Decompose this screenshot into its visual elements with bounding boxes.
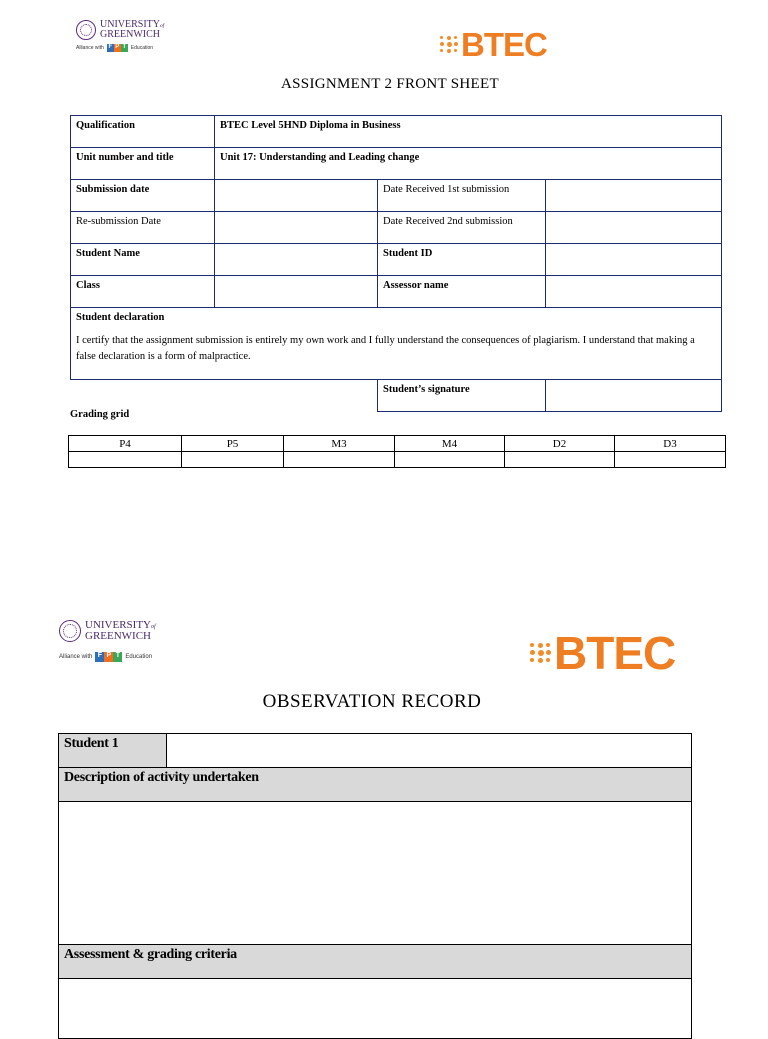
- greenwich-wordmark-2: [59, 620, 156, 642]
- table-row: [71, 276, 722, 308]
- table-row: [71, 212, 722, 244]
- btec-word-2: BTEC: [554, 627, 676, 679]
- student-1-field[interactable]: [167, 734, 692, 768]
- alliance-suffix-2: Education: [125, 654, 153, 660]
- signature-field[interactable]: [546, 380, 722, 412]
- grade-header-m4: M4: [395, 436, 505, 452]
- observation-title: OBSERVATION RECORD: [262, 691, 482, 712]
- date-received-2-label: Date Received 2nd submission: [378, 212, 546, 244]
- date-received-1-field[interactable]: [546, 180, 722, 212]
- btec-word: BTEC: [461, 26, 547, 63]
- greenwich-word: GREENWICH: [100, 29, 160, 40]
- table-row: [59, 768, 692, 802]
- university-word-2: UNIVERSITY: [85, 619, 151, 631]
- university-word: UNIVERSITY: [100, 19, 160, 30]
- fpt-logo-icon: [107, 44, 128, 52]
- greenwich-seal-icon: [59, 620, 81, 642]
- grade-header-d3: D3: [615, 436, 726, 452]
- qualification-label: Qualification: [71, 116, 215, 148]
- unit-value: Unit 17: Understanding and Leading change: [215, 148, 722, 180]
- student-id-field[interactable]: [546, 244, 722, 276]
- fpt-logo-icon: [95, 652, 122, 662]
- grading-value-row: [69, 452, 726, 468]
- description-field[interactable]: [59, 802, 692, 945]
- student-id-label: Student ID: [378, 244, 546, 276]
- greenwich-seal-icon: [76, 20, 96, 40]
- table-row: [59, 734, 692, 768]
- btec-dots-icon: [440, 36, 459, 53]
- greenwich-logo-2: [59, 620, 156, 662]
- fpt-letter-t: T: [122, 44, 127, 50]
- grade-header-d2: D2: [505, 436, 615, 452]
- fpt-letter-p: P: [104, 652, 113, 662]
- signature-spacer: [71, 380, 378, 412]
- declaration-title: Student declaration: [76, 312, 165, 323]
- table-row: [59, 802, 692, 945]
- grade-cell-m4[interactable]: [395, 452, 505, 468]
- observation-table: [58, 733, 692, 1039]
- grade-header-p4: P4: [69, 436, 182, 452]
- university-of-2: of: [151, 624, 156, 630]
- fpt-alliance-2: [59, 652, 156, 662]
- grade-cell-d3[interactable]: [615, 452, 726, 468]
- page-title: ASSIGNMENT 2 FRONT SHEET: [281, 76, 499, 92]
- description-label: Description of activity undertaken: [59, 768, 692, 802]
- table-row: [71, 180, 722, 212]
- grading-grid-label: Grading grid: [70, 409, 130, 420]
- alliance-suffix: Education: [130, 45, 154, 51]
- unit-label: Unit number and title: [71, 148, 215, 180]
- greenwich-wordmark: [76, 20, 164, 40]
- assessor-name-field[interactable]: [546, 276, 722, 308]
- btec-dots-icon: [530, 643, 552, 663]
- table-row: [71, 244, 722, 276]
- greenwich-logo: [76, 20, 164, 52]
- class-field[interactable]: [215, 276, 378, 308]
- front-sheet-table: [70, 115, 722, 412]
- assessment-label: Assessment & grading criteria: [59, 945, 692, 979]
- grade-header-m3: M3: [284, 436, 395, 452]
- fpt-alliance: [76, 44, 164, 52]
- btec-logo-2: [530, 627, 676, 679]
- date-received-2-field[interactable]: [546, 212, 722, 244]
- grade-cell-p4[interactable]: [69, 452, 182, 468]
- table-row: [71, 308, 722, 380]
- signature-label: Student’s signature: [378, 380, 546, 412]
- resubmission-date-label: Re-submission Date: [71, 212, 215, 244]
- alliance-prefix: Alliance with: [76, 45, 104, 51]
- fpt-letter-p: P: [115, 44, 120, 50]
- grade-cell-d2[interactable]: [505, 452, 615, 468]
- declaration-cell: [71, 308, 722, 380]
- fpt-letter-f: F: [108, 44, 113, 50]
- resubmission-date-field[interactable]: [215, 212, 378, 244]
- student-name-field[interactable]: [215, 244, 378, 276]
- student-1-label: Student 1: [59, 734, 167, 768]
- table-row: [59, 979, 692, 1039]
- fpt-letter-f: F: [95, 652, 104, 662]
- assessor-name-label: Assessor name: [378, 276, 546, 308]
- university-of: of: [160, 23, 165, 29]
- greenwich-word-2: GREENWICH: [85, 630, 151, 642]
- submission-date-field[interactable]: [215, 180, 378, 212]
- alliance-prefix-2: Alliance with: [59, 654, 93, 660]
- btec-logo: [440, 28, 547, 61]
- declaration-text: I certify that the assignment submission is entirely my own work and I fully understand the consequences of plagiarism. I understand that making a false declaration is a form of malpractice.: [76, 335, 695, 362]
- qualification-value: BTEC Level 5HND Diploma in Business: [215, 116, 722, 148]
- assessment-field[interactable]: [59, 979, 692, 1039]
- table-row: [71, 148, 722, 180]
- fpt-letter-t: T: [113, 652, 122, 662]
- grading-grid-table: [68, 435, 726, 468]
- table-row: [59, 945, 692, 979]
- table-row: [71, 380, 722, 412]
- date-received-1-label: Date Received 1st submission: [378, 180, 546, 212]
- submission-date-label: Submission date: [71, 180, 215, 212]
- grading-header-row: [69, 436, 726, 452]
- grade-cell-p5[interactable]: [182, 452, 284, 468]
- table-row: [71, 116, 722, 148]
- grade-cell-m3[interactable]: [284, 452, 395, 468]
- student-name-label: Student Name: [71, 244, 215, 276]
- grade-header-p5: P5: [182, 436, 284, 452]
- class-label: Class: [71, 276, 215, 308]
